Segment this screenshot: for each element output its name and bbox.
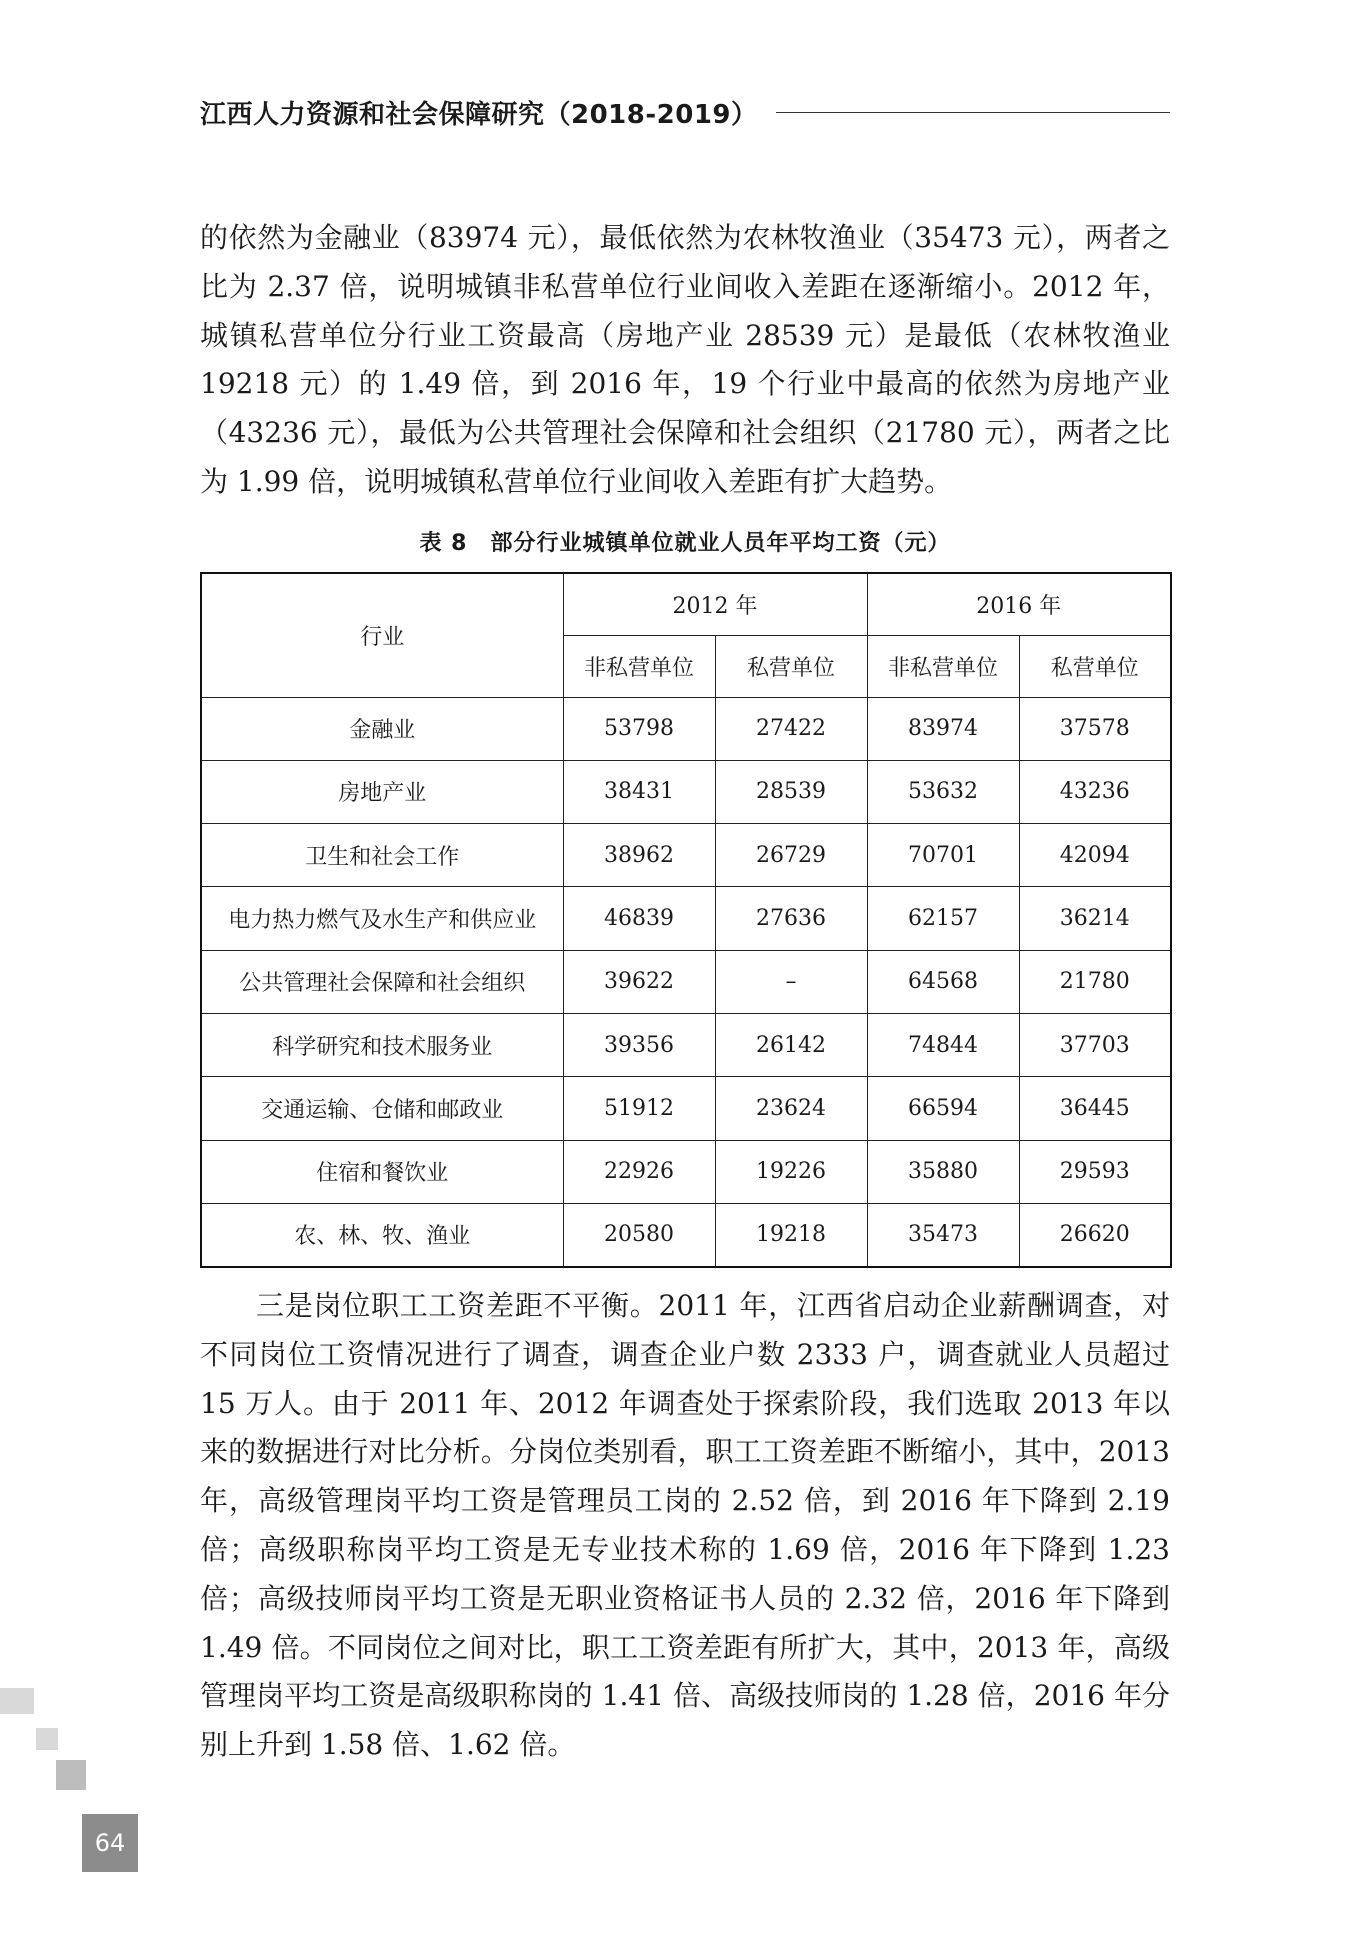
value-cell: 37578 xyxy=(1019,697,1171,760)
industry-column-header: 行业 xyxy=(201,573,563,697)
table-row xyxy=(201,824,1171,887)
table-row xyxy=(201,1203,1171,1266)
sub-header-2012-non-private: 非私营单位 xyxy=(563,635,715,697)
industry-cell: 科学研究和技术服务业 xyxy=(201,1013,563,1076)
value-cell: 46839 xyxy=(563,887,715,950)
table-row xyxy=(201,697,1171,760)
paragraph-intro: 的依然为金融业（83974 元），最低依然为农林牧渔业（35473 元），两者之比为 2.37 倍，说明城镇非私营单位行业间收入差距在逐渐缩小。2012 年，城镇私营单位分行业工资最高（房地产业 28539 元）是最低（农林牧渔业 19218 元）的 1.49 倍，到 2016 年，19 个行业中最高的依然为房地产业（43236 元），最低为公共管理社会保障和社会组织（21780 元），两者之比为 1.99 倍，说明城镇私营单位行业间收入差距有扩大趋势。 xyxy=(200,221,1170,498)
value-cell: 62157 xyxy=(867,887,1019,950)
decorative-square xyxy=(0,1688,34,1714)
sub-header-2012-private: 私营单位 xyxy=(715,635,867,697)
industry-cell: 电力热力燃气及水生产和供应业 xyxy=(201,887,563,950)
table-row xyxy=(201,1013,1171,1076)
value-cell: 36214 xyxy=(1019,887,1171,950)
value-cell: 36445 xyxy=(1019,1077,1171,1140)
table-row xyxy=(201,887,1171,950)
value-cell: 21780 xyxy=(1019,950,1171,1013)
value-cell: 27422 xyxy=(715,697,867,760)
value-cell: 42094 xyxy=(1019,824,1171,887)
decorative-square xyxy=(56,1760,86,1790)
value-cell: 26620 xyxy=(1019,1203,1171,1266)
value-cell: 26729 xyxy=(715,824,867,887)
value-cell: 20580 xyxy=(563,1203,715,1266)
value-cell: 35473 xyxy=(867,1203,1019,1266)
running-header xyxy=(200,92,1170,132)
value-cell: 53632 xyxy=(867,760,1019,823)
value-cell: 29593 xyxy=(1019,1140,1171,1203)
value-cell: 51912 xyxy=(563,1077,715,1140)
industry-cell: 卫生和社会工作 xyxy=(201,824,563,887)
header-rule xyxy=(776,112,1170,113)
industry-cell: 金融业 xyxy=(201,697,563,760)
table-row xyxy=(201,950,1171,1013)
value-cell: 74844 xyxy=(867,1013,1019,1076)
value-cell: 83974 xyxy=(867,697,1019,760)
industry-cell: 公共管理社会保障和社会组织 xyxy=(201,950,563,1013)
paragraph-position-wages: 三是岗位职工工资差距不平衡。2011 年，江西省启动企业薪酬调查，对不同岗位工资情况进行了调查，调查企业户数 2333 户，调查就业人员超过 15 万人。由于 2011 年、2012 年调查处于探索阶段，我们选取 2013 年以来的数据进行对比分析。分岗位类别看，职工工资差距不断缩小，其中，2013 年，高级管理岗平均工资是管理员工岗的 2.52 倍，到 2016 年下降到 2.19 倍；高级职称岗平均工资是无专业技术称的 1.69 倍，2016 年下降到 1.23 倍；高级技师岗平均工资是无职业资格证书人员的 2.32 倍，2016 年下降到 1.49 倍。不同岗位之间对比，职工工资差距有所扩大，其中，2013 年，高级管理岗平均工资是高级职称岗的 1.41 倍、高级技师岗的 1.28 倍，2016 年分别上升到 1.58 倍、1.62 倍。 xyxy=(200,1289,1170,1762)
value-cell: 19226 xyxy=(715,1140,867,1203)
page-number: 64 xyxy=(82,1814,138,1872)
table-caption: 表 8 部分行业城镇单位就业人员年平均工资（元） xyxy=(419,531,951,556)
value-cell: 39356 xyxy=(563,1013,715,1076)
sub-header-2016-non-private: 非私营单位 xyxy=(867,635,1019,697)
value-cell: 27636 xyxy=(715,887,867,950)
table-row xyxy=(201,1140,1171,1203)
value-cell: 64568 xyxy=(867,950,1019,1013)
sub-header-2016-private: 私营单位 xyxy=(1019,635,1171,697)
value-cell: 66594 xyxy=(867,1077,1019,1140)
value-cell: 23624 xyxy=(715,1077,867,1140)
value-cell: 26142 xyxy=(715,1013,867,1076)
year-header-2016: 2016 年 xyxy=(867,573,1171,635)
wage-table xyxy=(200,572,1172,1268)
year-header-2012: 2012 年 xyxy=(563,573,867,635)
table-row xyxy=(201,1077,1171,1140)
value-cell: 38431 xyxy=(563,760,715,823)
decorative-square xyxy=(36,1728,58,1750)
value-cell: 39622 xyxy=(563,950,715,1013)
industry-cell: 交通运输、仓储和邮政业 xyxy=(201,1077,563,1140)
book-title: 江西人力资源和社会保障研究（2018-2019） xyxy=(200,99,758,130)
table-row xyxy=(201,760,1171,823)
value-cell: 43236 xyxy=(1019,760,1171,823)
industry-cell: 住宿和餐饮业 xyxy=(201,1140,563,1203)
value-cell: – xyxy=(715,950,867,1013)
value-cell: 19218 xyxy=(715,1203,867,1266)
value-cell: 22926 xyxy=(563,1140,715,1203)
value-cell: 38962 xyxy=(563,824,715,887)
value-cell: 28539 xyxy=(715,760,867,823)
value-cell: 70701 xyxy=(867,824,1019,887)
value-cell: 35880 xyxy=(867,1140,1019,1203)
industry-cell: 房地产业 xyxy=(201,760,563,823)
value-cell: 37703 xyxy=(1019,1013,1171,1076)
industry-cell: 农、林、牧、渔业 xyxy=(201,1203,563,1266)
value-cell: 53798 xyxy=(563,697,715,760)
